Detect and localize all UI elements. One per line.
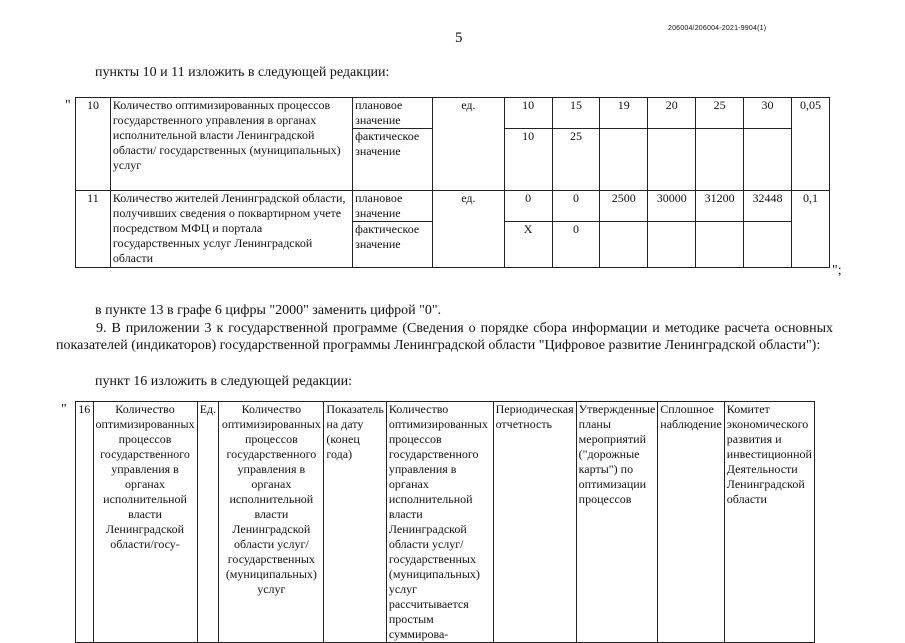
paragraph-appendix-3: 9. В приложении 3 к государственной программе (Сведения о порядке сбора информации и методике расчета основных показателей (индикаторов) государственной программы Ленинградской области "Цифровое развитие Ленинградской области"): [56,321,833,353]
indicators-table [75,97,830,268]
table2-open-quote: " [61,402,67,417]
row11-weight: 0,1 [792,191,830,268]
paragraph-item-13: в пункте 13 в графе 6 цифры "2000" заменить цифрой "0". [95,303,442,318]
row10-plan-4: 20 [648,98,696,129]
row16-indicator-type: Показатель на дату (конец года) [324,402,386,643]
row10-fact-1: 10 [504,129,552,191]
row11-num: 11 [76,191,111,268]
row16-definition: Количество оптимизированных процессов государственного управления в органах исполнительной власти Ленинградской области услуг/государственных (муниципальных) услуг [219,402,324,643]
row10-plan-3: 19 [600,98,648,129]
row11-fact-1: Х [504,222,552,268]
row10-fact-label: фактическое значение [353,129,433,191]
row10-fact-6 [744,129,792,191]
row10-fact-3 [600,129,648,191]
table1-open-quote: " [65,98,71,113]
row11-fact-2: 0 [552,222,600,268]
row11-fact-4 [648,222,696,268]
row16-source: Утвержденные планы мероприятий ("дорожные карты") по оптимизации процессов [576,402,658,643]
row11-unit: ед. [433,191,505,268]
row16-observation: Сплошное наблюдение [658,402,725,643]
row11-fact-label: фактическое значение [353,222,433,268]
row10-unit: ед. [433,98,505,191]
paragraph-item-16: пункт 16 изложить в следующей редакции: [95,374,352,389]
row10-num: 10 [76,98,111,191]
row11-plan-3: 2500 [600,191,648,222]
row10-weight: 0,05 [792,98,830,191]
row16-method: Количество оптимизированных процессов государственного управления в органах исполнительной власти Ленинградской области услуг/государственных (муниципальных) услуг рассчитывается простым суммирова- [386,402,493,643]
row10-plan-1: 10 [504,98,552,129]
row11-plan-4: 30000 [648,191,696,222]
row16-responsible: Комитет экономического развития и инвестиционной Деятельности Ленинградской области [724,402,814,643]
row16-num: 16 [76,402,94,643]
row10-plan-6: 30 [744,98,792,129]
row11-fact-3 [600,222,648,268]
table-row-11-plan [76,191,830,222]
table1-close-quote: "; [832,263,842,278]
row11-plan-6: 32448 [744,191,792,222]
row16-name: Количество оптимизированных процессов государственного управления в органах исполнительной власти Ленинградской области/госу- [93,402,197,643]
row11-plan-label: плановое значение [353,191,433,222]
row10-fact-2: 25 [552,129,600,191]
row16-periodicity: Периодическая отчетность [493,402,576,643]
row11-plan-2: 0 [552,191,600,222]
row10-fact-5 [696,129,744,191]
page-number: 5 [455,30,463,46]
row11-fact-5 [696,222,744,268]
row10-fact-4 [648,129,696,191]
table-row-16 [76,402,815,643]
row11-fact-6 [744,222,792,268]
row16-unit: Ед. [197,402,219,643]
row10-plan-2: 15 [552,98,600,129]
methodology-table [75,401,815,643]
row11-name: Количество жителей Ленинградской области, получивших сведения о поквартирном учете посредством МФЦ и портала государственных услуг Ленинградской области [110,191,352,268]
document-code: 206004/206004-2021-9904(1) [668,25,767,32]
paragraph-items-10-11: пункты 10 и 11 изложить в следующей редакции: [95,65,390,80]
table-row-10-plan [76,98,830,129]
row11-plan-5: 31200 [696,191,744,222]
row11-plan-1: 0 [504,191,552,222]
row10-plan-5: 25 [696,98,744,129]
row10-name: Количество оптимизированных процессов государственного управления в органах исполнительной власти Ленинградской области/ государственных (муниципальных) услуг [110,98,352,191]
row10-plan-label: плановое значение [353,98,433,129]
